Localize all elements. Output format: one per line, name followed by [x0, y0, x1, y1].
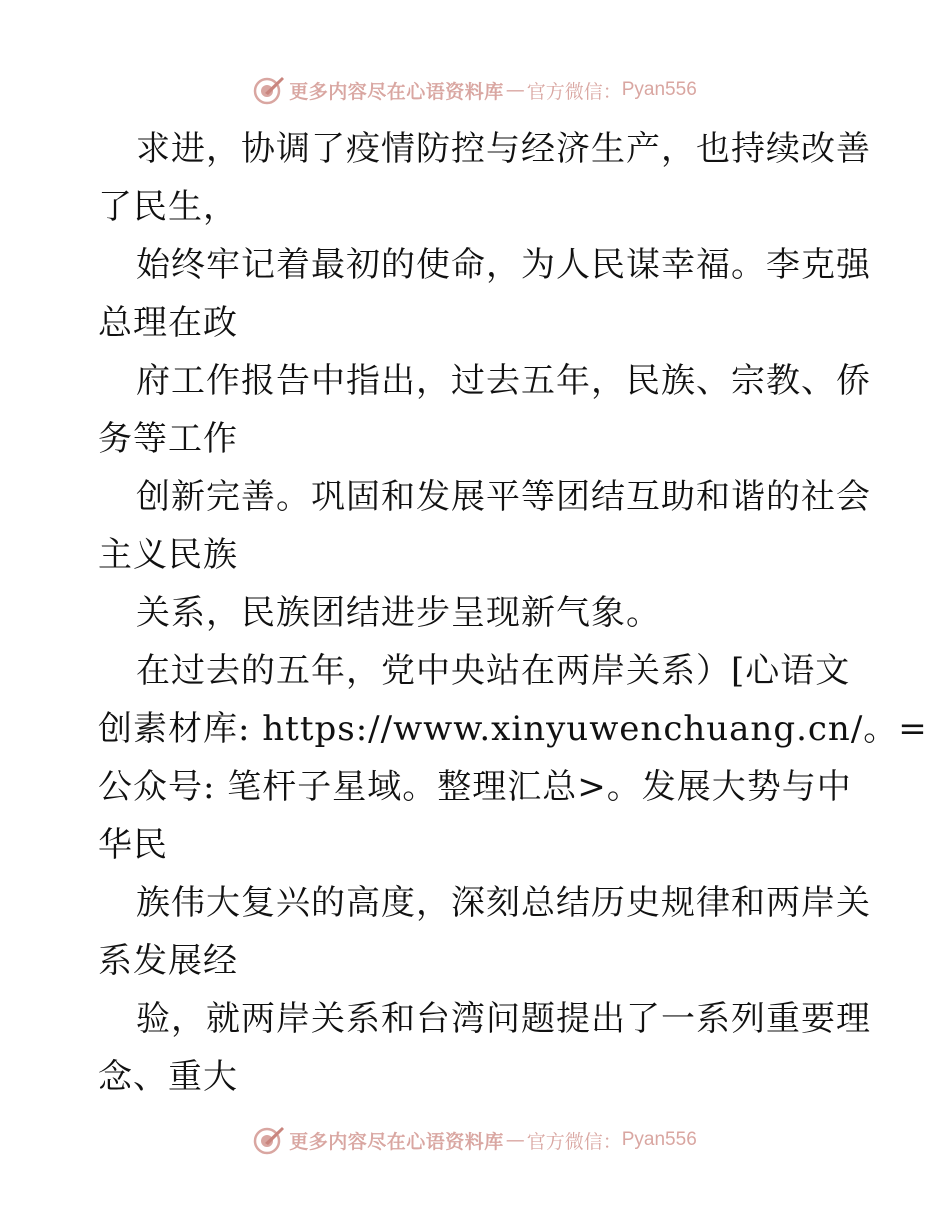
watermark-separator: —: [505, 79, 525, 101]
text-line: 始终牢记着最初的使命，为人民谋幸福。李克强: [136, 245, 871, 285]
quill-logo-icon: [253, 74, 285, 106]
text-line: 系发展经: [98, 941, 238, 981]
text-line: 验，就两岸关系和台湾问题提出了一系列重要理: [136, 999, 871, 1039]
watermark-wechat-id: Pyan556: [621, 1129, 697, 1150]
text-line: 公众号: 笔杆子星域。整理汇总>。发展大势与中: [98, 767, 852, 807]
text-line: 创素材库: https://www.xinyuwenchuang.cn/。=: [98, 709, 928, 749]
watermark-text: 更多内容尽在心语资料库: [289, 80, 504, 103]
text-line: 了民生，: [98, 187, 238, 227]
text-line: 族伟大复兴的高度，深刻总结历史规律和两岸关: [136, 883, 871, 923]
text-line: 总理在政: [98, 303, 238, 343]
text-line: 主义民族: [98, 535, 238, 575]
text-line: 在过去的五年，党中央站在两岸关系）[心语文: [136, 651, 851, 691]
text-line: 府工作报告中指出，过去五年，民族、宗教、侨: [136, 361, 871, 401]
text-line: 创新完善。巩固和发展平等团结互助和谐的社会: [136, 477, 871, 517]
watermark-wechat-label: 官方微信：: [526, 80, 622, 103]
document-body: [98, 120, 928, 1106]
text-line: 求进，协调了疫情防控与经济生产，也持续改善: [136, 129, 871, 169]
text-line: 念、重大: [98, 1057, 238, 1097]
footer-watermark: [0, 1120, 950, 1160]
header-watermark: [0, 70, 950, 110]
watermark-separator: —: [505, 1129, 525, 1151]
text-line: 关系，民族团结进步呈现新气象。: [136, 593, 661, 633]
text-line: 华民: [98, 825, 168, 865]
watermark-wechat-label: 官方微信：: [526, 1130, 622, 1153]
quill-logo-icon: [253, 1124, 285, 1156]
watermark-text: 更多内容尽在心语资料库: [289, 1130, 504, 1153]
watermark-wechat-id: Pyan556: [621, 79, 697, 100]
text-line: 务等工作: [98, 419, 238, 459]
